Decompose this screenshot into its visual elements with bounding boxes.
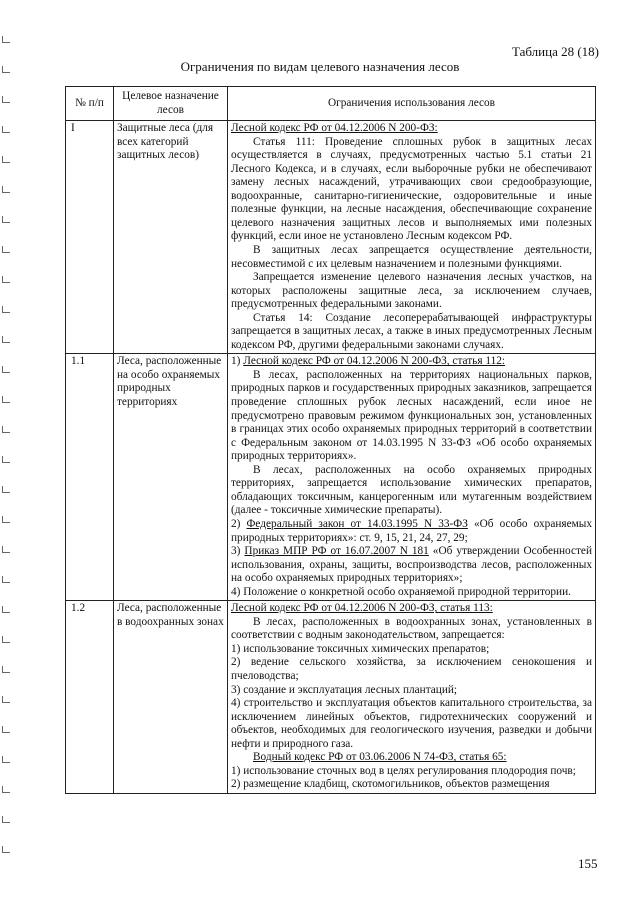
row-number: 1.1: [66, 354, 114, 601]
paragraph-text: 1) использование токсичных химических препаратов;: [231, 642, 490, 655]
binder-mark: [2, 186, 10, 193]
table-number: Таблица 28 (18): [512, 44, 600, 59]
binder-mark: [2, 756, 10, 763]
restriction-paragraph: [231, 684, 592, 698]
row-purpose: Леса, расположенные на особо охраняемых природных территориях: [114, 354, 228, 601]
restriction-paragraph: [231, 545, 592, 586]
binder-mark: [2, 606, 10, 613]
binder-mark: [2, 636, 10, 643]
law-reference: Водный кодекс РФ от 03.06.2006 N 74-ФЗ, статья 65:: [253, 751, 507, 764]
row-number: 1.2: [66, 601, 114, 794]
restriction-paragraph: [231, 586, 592, 600]
table-row: [66, 354, 596, 601]
binder-mark: [2, 726, 10, 733]
restriction-paragraph: [231, 244, 592, 271]
restriction-paragraph: [231, 616, 592, 643]
binder-mark: [2, 306, 10, 313]
paragraph-text: 2) ведение сельского хозяйства, за исключением сенокошения и пчеловодства;: [231, 656, 592, 682]
binder-mark: [2, 516, 10, 523]
paragraph-prefix: 3): [231, 545, 245, 558]
paragraph-text: Статья 111: Проведение сплошных рубок в защитных лесах осуществляется в случаях, предусмотренных частью 5.1 статьи 21 Лесного Кодекса, и в случаях, если выборочные рубки не обеспечивают замену лесных насаждений, утрачивающих свои средообразующие, водоохранные, санитарно-гигиенические, оздоровительные и иные полезные функции, на лесные насаждения, обеспечивающие сохранение целевого назначения защитных лесов и выполняемых ими полезных функций, если иное не установлено Лесным кодексом РФ.: [231, 135, 592, 243]
law-reference: Приказ МПР РФ от 16.07.2007 N 181: [244, 545, 429, 558]
binder-mark: [2, 336, 10, 343]
binder-holes: [0, 0, 16, 905]
row-restrictions: [228, 354, 596, 601]
binder-mark: [2, 246, 10, 253]
page-title: Ограничения по видам целевого назначения лесов: [180, 59, 460, 74]
binder-mark: [2, 846, 10, 853]
restriction-paragraph: [231, 602, 592, 616]
binder-mark: [2, 576, 10, 583]
paragraph-prefix: 2): [231, 517, 247, 530]
restriction-paragraph: [231, 697, 592, 751]
restriction-paragraph: [231, 122, 592, 136]
row-restrictions: [228, 121, 596, 354]
law-reference: Лесной кодекс РФ от 04.12.2006 N 200-ФЗ, статья 113:: [231, 602, 493, 615]
paragraph-suffix: «Об особо охраняемых природных территориях»: ст. 9, 15, 21, 24, 27, 29;: [231, 517, 592, 544]
paragraph-text: 4) Положение о конкретной особо охраняемой природной территории.: [231, 585, 571, 598]
binder-mark: [2, 366, 10, 373]
restriction-paragraph: [231, 136, 592, 244]
header-num: № п/п: [66, 87, 114, 121]
restriction-paragraph: [231, 369, 592, 464]
restriction-paragraph: [231, 518, 592, 545]
restriction-paragraph: [231, 312, 592, 353]
paragraph-text: 4) строительство и эксплуатация объектов капитального строительства, за исключением линейных объектов, гидротехнических сооружений и объектов, необходимых для геологического изучения, разведки и добычи нефти и природного газа.: [231, 697, 592, 750]
row-restrictions: [228, 601, 596, 794]
table-row: [66, 601, 596, 794]
page-number: 155: [578, 856, 598, 871]
binder-mark: [2, 216, 10, 223]
law-reference: Лесной кодекс РФ от 04.12.2006 N 200-ФЗ, статья 112:: [243, 355, 506, 368]
restriction-paragraph: [231, 765, 592, 779]
binder-mark: [2, 546, 10, 553]
paragraph-text: Запрещается изменение целевого назначения лесных участков, на которых расположены защитные леса, за исключением случаев, предусмотренных федеральными законами.: [231, 271, 592, 311]
binder-mark: [2, 696, 10, 703]
paragraph-text: В лесах, расположенных в водоохранных зонах, установленных в соответствии с водным законодательством, запрещается:: [231, 615, 592, 642]
binder-mark: [2, 456, 10, 463]
binder-mark: [2, 36, 10, 43]
paragraph-suffix: «Об утверждении Особенностей использования, охраны, защиты, воспроизводства лесов, расположенных на особо охраняемых природных территориях»;: [231, 545, 592, 585]
binder-mark: [2, 486, 10, 493]
restriction-paragraph: [231, 355, 592, 369]
binder-mark: [2, 126, 10, 133]
row-purpose: Леса, расположенные в водоохранных зонах: [114, 601, 228, 794]
paragraph-text: В защитных лесах запрещается осуществление деятельности, несовместимой с их целевым назначением и полезными функциями.: [231, 244, 592, 270]
header-restrictions: Ограничения использования лесов: [228, 87, 596, 121]
restriction-paragraph: [231, 656, 592, 683]
paragraph-text: В лесах, расположенных на особо охраняемых природных территориях, запрещается использование химических препаратов, обладающих токсичным, канцерогенным или мутагенным воздействием (далее - токсичные химические препараты).: [231, 463, 592, 517]
binder-mark: [2, 96, 10, 103]
row-number: I: [66, 121, 114, 354]
restriction-paragraph: [231, 751, 592, 765]
law-reference: Федеральный закон от 14.03.1995 N 33-ФЗ: [246, 517, 468, 530]
binder-mark: [2, 396, 10, 403]
binder-mark: [2, 666, 10, 673]
binder-mark: [2, 786, 10, 793]
binder-mark: [2, 276, 10, 283]
restriction-paragraph: [231, 464, 592, 518]
paragraph-text: 1) использование сточных вод в целях регулирования плодородия почв;: [231, 764, 576, 777]
paragraph-text: Статья 14: Создание лесоперерабатывающей инфраструктуры запрещается в защитных лесах, а также в иных предусмотренных Лесным кодексом РФ, другими федеральными законами случаях.: [231, 311, 592, 351]
restriction-paragraph: [231, 271, 592, 312]
paragraph-text: 2) размещение кладбищ, скотомогильников, объектов размещения: [231, 778, 550, 791]
table-row: [66, 121, 596, 354]
header-purpose: Целевое назначение лесов: [114, 87, 228, 121]
binder-mark: [2, 816, 10, 823]
paragraph-text: 3) создание и эксплуатация лесных плантаций;: [231, 683, 458, 696]
binder-mark: [2, 156, 10, 163]
paragraph-text: В лесах, расположенных на территориях национальных парков, природных парков и государственных природных заказников, запрещается проведение сплошных рубок лесных насаждений, если иное не предусмотрено правовым режимом функциональных зон, установленных в границах этих особо охраняемых природных территорий в соответствии с Федеральным законом от 14.03.1995 N 33-ФЗ «Об особо охраняемых природных территориях».: [231, 368, 592, 463]
binder-mark: [2, 426, 10, 433]
paragraph-prefix: 1): [231, 355, 244, 368]
row-purpose: Защитные леса (для всех категорий защитных лесов): [114, 121, 228, 354]
restriction-paragraph: [231, 643, 592, 657]
restrictions-table: [65, 86, 596, 794]
law-reference: Лесной кодекс РФ от 04.12.2006 N 200-ФЗ:: [231, 122, 438, 135]
restriction-paragraph: [231, 778, 592, 792]
